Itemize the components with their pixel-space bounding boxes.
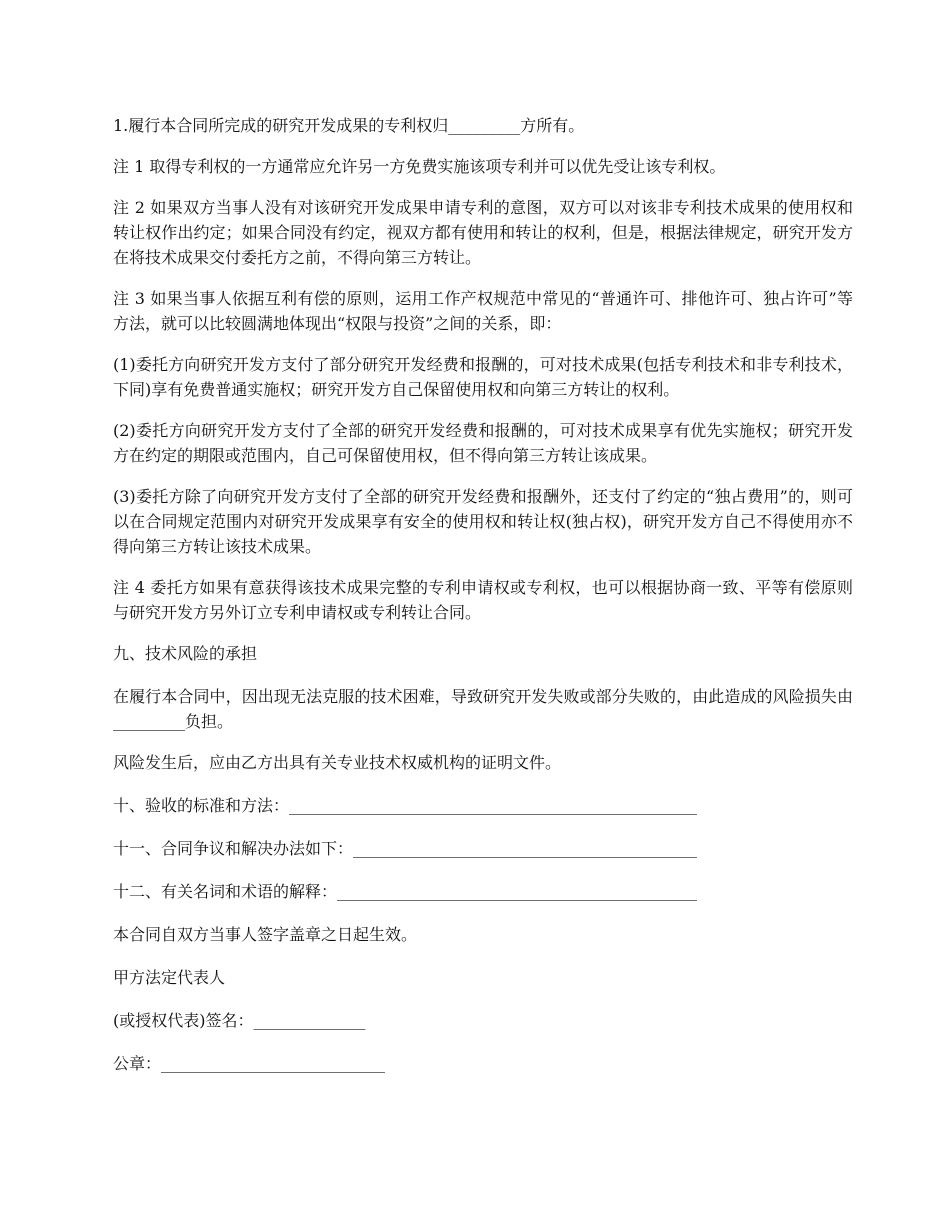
paragraph-patent-ownership: 1.履行本合同所完成的研究开发成果的专利权归_________方所有。: [113, 116, 585, 135]
signature-party-a-representative: 甲方法定代表人: [113, 968, 226, 987]
section-acceptance-standard: 十、验收的标准和方法：___________________________________________________: [113, 796, 698, 815]
paragraph-item-2: (2)委托方向研究开发方支付了全部的研究开发经费和报酬的，可对技术成果享有优先实施权；研究开发方在约定的期限或范围内，自己可保留使用权，但不得向第三方转让该成果。: [113, 421, 853, 465]
paragraph-risk-proof: 风险发生后，应由乙方出具有关专业技术权威机构的证明文件。: [113, 753, 562, 772]
paragraph-risk-bearing: 在履行本合同中，因出现无法克服的技术困难，导致研究开发失败或部分失败的，由此造成的风险损失由_________负担。: [113, 687, 853, 731]
paragraph-item-3: (3)委托方除了向研究开发方支付了全部的研究开发经费和报酬外，还支付了约定的“独占费用”的，则可以在合同规定范围内对研究开发成果享有安全的使用权和转让权(独占权)，研究开发方自己不得使用亦不得向第三方转让该技术成果。: [113, 487, 853, 556]
paragraph-note-2: 注 2 如果双方当事人没有对该研究开发成果申请专利的意图，双方可以对该非专利技术成果的使用权和转让权作出约定；如果合同没有约定，视双方都有使用和转让的权利，但是，根据法律规定，研究开发方在将技术成果交付委托方之前，不得向第三方转让。: [113, 198, 853, 267]
section-dispute-resolution: 十一、合同争议和解决办法如下：___________________________________________: [113, 839, 698, 858]
signature-authorized-line: (或授权代表)签名：______________: [113, 1011, 366, 1030]
section-heading-risk: 九、技术风险的承担: [113, 644, 258, 663]
paragraph-effective-clause: 本合同自双方当事人签字盖章之日起生效。: [113, 925, 418, 944]
paragraph-note-1: 注 1 取得专利权的一方通常应允许另一方免费实施该项专利并可以优先受让该专利权。: [113, 157, 726, 176]
paragraph-note-3: 注 3 如果当事人依据互利有偿的原则，运用工作产权规范中常见的“普通许可、排他许可、独占许可”等方法，就可以比较圆满地体现出“权限与投资”之间的关系，即：: [113, 289, 853, 333]
signature-seal-line: 公章：____________________________: [113, 1054, 386, 1073]
paragraph-note-4: 注 4 委托方如果有意获得该技术成果完整的专利申请权或专利权，也可以根据协商一致、平等有偿原则与研究开发方另外订立专利申请权或专利转让合同。: [113, 578, 853, 622]
paragraph-item-1: (1)委托方向研究开发方支付了部分研究开发经费和报酬的，可对技术成果(包括专利技术和非专利技术，下同)享有免费普通实施权；研究开发方自己保留使用权和向第三方转让的权利。: [113, 355, 853, 399]
section-terms-definition: 十二、有关名词和术语的解释：_____________________________________________: [113, 882, 698, 901]
document-body: [113, 113, 853, 1094]
